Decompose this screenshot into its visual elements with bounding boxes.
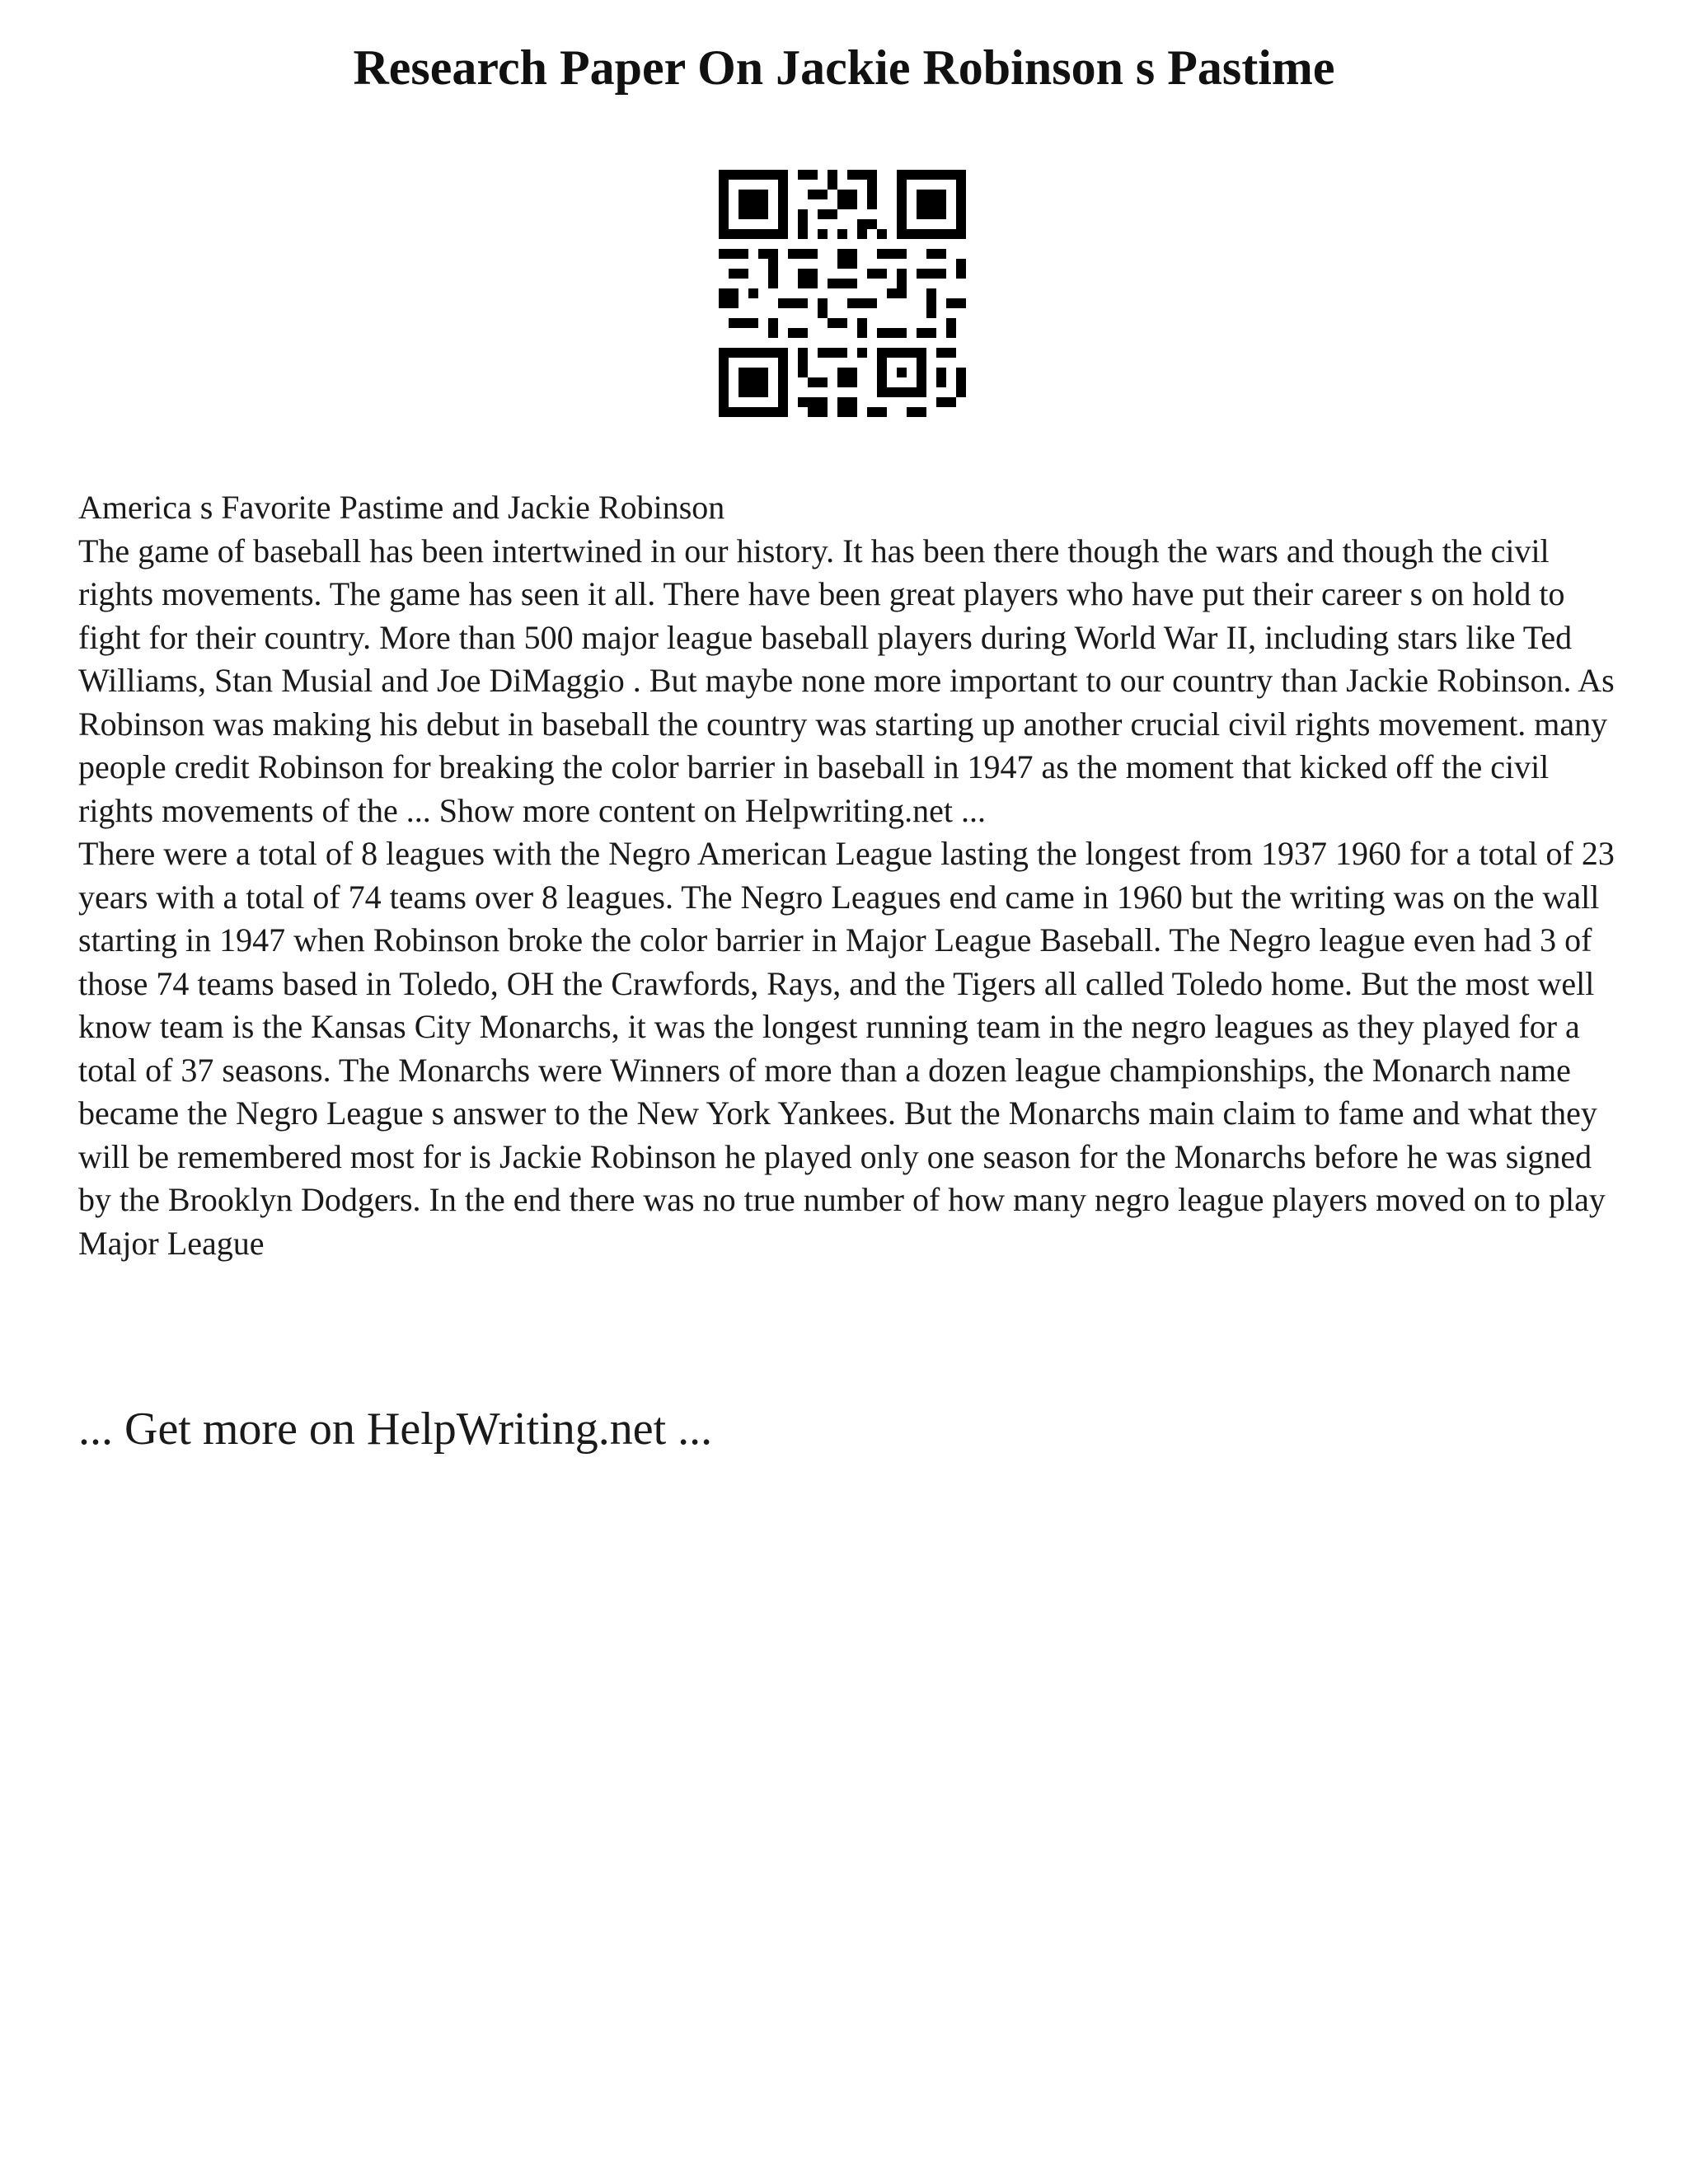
qr-code xyxy=(719,170,966,417)
body-paragraph-1: The game of baseball has been intertwined in our history. It has been there though the wars and though the civil rights movements. The game has seen it all. There have been great players who have put their career s on hold to fight for their country. More than 500 major league baseball players during World War II, including stars like Ted Williams, Stan Musial and Joe DiMaggio . But maybe none more important to our country than Jackie Robinson. As Robinson was making his debut in baseball the country was starting up another crucial civil rights movement. many people credit Robinson for breaking the color barrier in baseball in 1947 as the moment that kicked off the civil rights movements of the ... Show more content on Helpwriting.net ... xyxy=(78,532,1615,829)
body-paragraph-2: There were a total of 8 leagues with the Negro American League lasting the longest from 1937 1960 for a total of 23 years with a total of 74 teams over 8 leagues. The Negro Leagues end came in 1960 but the writing was on the wall starting in 1947 when Robinson broke the color barrier in Major League Baseball. The Negro league even had 3 of those 74 teams based in Toledo, OH the Crawfords, Rays, and the Tigers all called Toledo home. But the most well know team is the Kansas City Monarchs, it was the longest running team in the negro leagues as they played for a total of 37 seasons. The Monarchs were Winners of more than a dozen league championships, the Monarch name became the Negro League s answer to the New York Yankees. But the Monarchs main claim to fame and what they will be remembered most for is Jackie Robinson he played only one season for the Monarchs before he was signed by the Brooklyn Dodgers. In the end there was no true number of how many negro league players moved on to play Major League xyxy=(78,835,1615,1262)
qr-code-icon xyxy=(719,170,966,417)
document-body xyxy=(78,486,1628,1265)
document-subtitle: America s Favorite Pastime and Jackie Robinson xyxy=(78,489,725,526)
document-title: Research Paper On Jackie Robinson s Pastime xyxy=(353,40,1335,95)
get-more-link[interactable]: ... Get more on HelpWriting.net ... xyxy=(78,1404,713,1455)
